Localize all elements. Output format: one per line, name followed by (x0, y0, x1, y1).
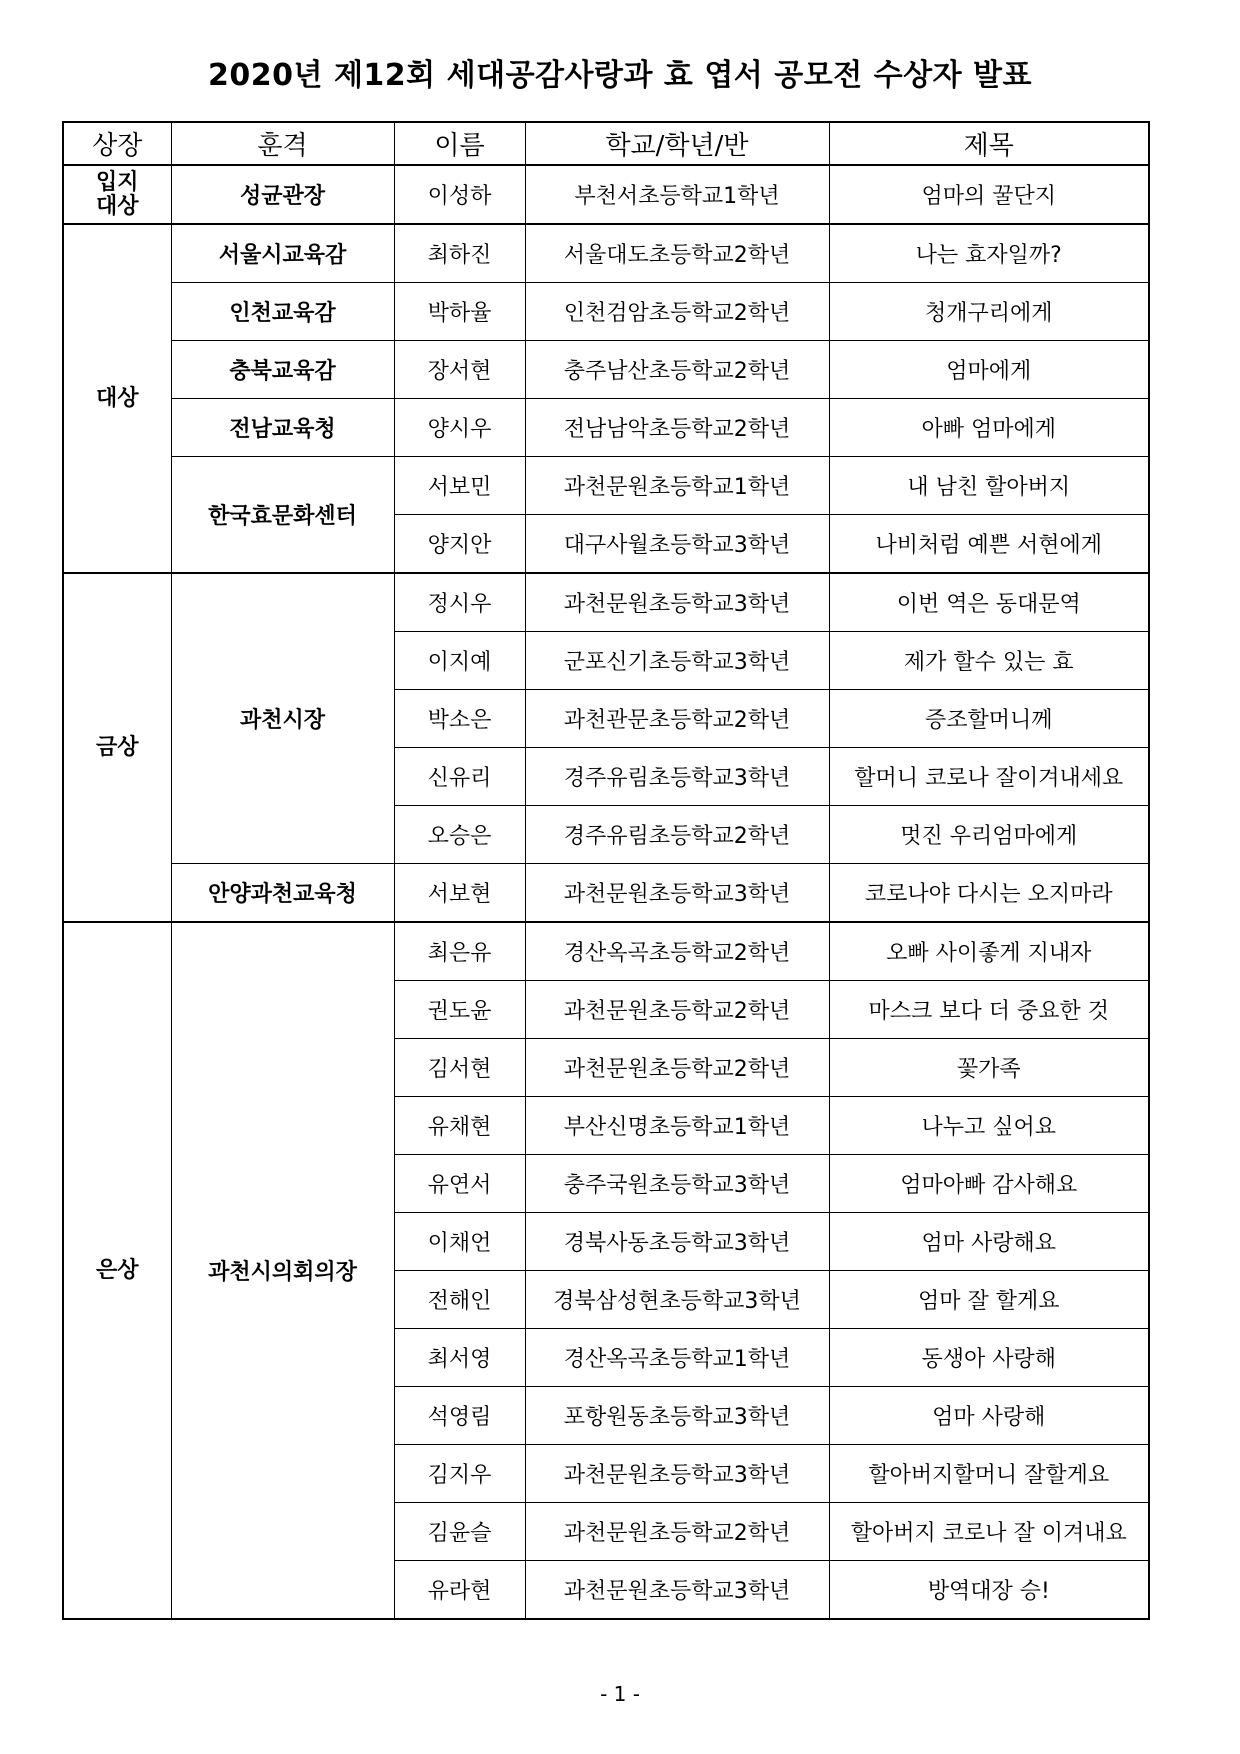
name-cell: 최서영 (394, 1329, 525, 1387)
school-cell: 인천검암초등학교2학년 (525, 283, 829, 341)
header-work-title: 제목 (829, 122, 1149, 165)
header-award-rank: 훈격 (171, 122, 394, 165)
name-cell: 이채언 (394, 1213, 525, 1271)
name-cell: 양지안 (394, 515, 525, 574)
table-row (63, 224, 1149, 283)
school-cell: 포항원동초등학교3학년 (525, 1387, 829, 1445)
work-title-cell: 할머니 코로나 잘이겨내세요 (829, 748, 1149, 806)
table-row (63, 341, 1149, 399)
name-cell: 이성하 (394, 165, 525, 224)
school-cell: 충주남산초등학교2학년 (525, 341, 829, 399)
table-row (63, 922, 1149, 981)
work-title-cell: 동생아 사랑해 (829, 1329, 1149, 1387)
work-title-cell: 아빠 엄마에게 (829, 399, 1149, 457)
work-title-cell: 할아버지할머니 잘할게요 (829, 1445, 1149, 1503)
name-cell: 유연서 (394, 1155, 525, 1213)
name-cell: 서보민 (394, 457, 525, 515)
table-row (63, 165, 1149, 224)
school-cell: 과천문원초등학교3학년 (525, 864, 829, 923)
header-school: 학교/학년/반 (525, 122, 829, 165)
award-rank-cell: 성균관장 (171, 165, 394, 224)
school-cell: 군포신기초등학교3학년 (525, 632, 829, 690)
work-title-cell: 마스크 보다 더 중요한 것 (829, 981, 1149, 1039)
work-title-cell: 엄마의 꿀단지 (829, 165, 1149, 224)
work-title-cell: 이번 역은 동대문역 (829, 573, 1149, 632)
table-row (63, 864, 1149, 923)
work-title-cell: 꽃가족 (829, 1039, 1149, 1097)
name-cell: 김윤슬 (394, 1503, 525, 1561)
award-rank-cell: 안양과천교육청 (171, 864, 394, 923)
work-title-cell: 엄마 잘 할게요 (829, 1271, 1149, 1329)
awards-body (63, 165, 1149, 1619)
page-number: - 1 - (600, 1682, 640, 1706)
name-cell: 유채현 (394, 1097, 525, 1155)
school-cell: 충주국원초등학교3학년 (525, 1155, 829, 1213)
header-row (63, 122, 1149, 165)
name-cell: 이지예 (394, 632, 525, 690)
grade-cell: 입지 대상 (63, 165, 171, 224)
work-title-cell: 제가 할수 있는 효 (829, 632, 1149, 690)
name-cell: 정시우 (394, 573, 525, 632)
school-cell: 서울대도초등학교2학년 (525, 224, 829, 283)
school-cell: 과천문원초등학교2학년 (525, 981, 829, 1039)
name-cell: 오승은 (394, 806, 525, 864)
work-title-cell: 코로나야 다시는 오지마라 (829, 864, 1149, 923)
name-cell: 최하진 (394, 224, 525, 283)
header-name: 이름 (394, 122, 525, 165)
school-cell: 과천문원초등학교3학년 (525, 1445, 829, 1503)
table-row (63, 283, 1149, 341)
award-rank-cell: 한국효문화센터 (171, 457, 394, 574)
work-title-cell: 엄마 사랑해 (829, 1387, 1149, 1445)
award-rank-cell: 인천교육감 (171, 283, 394, 341)
awards-table (62, 121, 1150, 1620)
work-title-cell: 나는 효자일까? (829, 224, 1149, 283)
school-cell: 과천문원초등학교2학년 (525, 1039, 829, 1097)
work-title-cell: 청개구리에게 (829, 283, 1149, 341)
school-cell: 경북사동초등학교3학년 (525, 1213, 829, 1271)
name-cell: 권도윤 (394, 981, 525, 1039)
header-grade: 상장 (63, 122, 171, 165)
grade-cell: 대상 (63, 224, 171, 573)
work-title-cell: 할아버지 코로나 잘 이겨내요 (829, 1503, 1149, 1561)
school-cell: 대구사월초등학교3학년 (525, 515, 829, 574)
award-rank-cell: 과천시장 (171, 573, 394, 864)
school-cell: 과천문원초등학교2학년 (525, 1503, 829, 1561)
work-title-cell: 나비처럼 예쁜 서현에게 (829, 515, 1149, 574)
name-cell: 장서현 (394, 341, 525, 399)
grade-cell: 은상 (63, 922, 171, 1619)
school-cell: 과천문원초등학교3학년 (525, 1561, 829, 1620)
school-cell: 경주유림초등학교3학년 (525, 748, 829, 806)
school-cell: 과천문원초등학교3학년 (525, 573, 829, 632)
name-cell: 전해인 (394, 1271, 525, 1329)
name-cell: 서보현 (394, 864, 525, 923)
award-rank-cell: 충북교육감 (171, 341, 394, 399)
name-cell: 신유리 (394, 748, 525, 806)
name-cell: 김지우 (394, 1445, 525, 1503)
table-row (63, 573, 1149, 632)
table-row (63, 457, 1149, 515)
work-title-cell: 증조할머니께 (829, 690, 1149, 748)
name-cell: 유라현 (394, 1561, 525, 1620)
award-rank-cell: 서울시교육감 (171, 224, 394, 283)
award-rank-cell: 전남교육청 (171, 399, 394, 457)
name-cell: 박하율 (394, 283, 525, 341)
work-title-cell: 오빠 사이좋게 지내자 (829, 922, 1149, 981)
work-title-cell: 내 남친 할아버지 (829, 457, 1149, 515)
school-cell: 경북삼성현초등학교3학년 (525, 1271, 829, 1329)
page-title: 2020년 제12회 세대공감사랑과 효 엽서 공모전 수상자 발표 (208, 58, 1032, 93)
school-cell: 경산옥곡초등학교2학년 (525, 922, 829, 981)
name-cell: 박소은 (394, 690, 525, 748)
award-rank-cell: 과천시의회의장 (171, 922, 394, 1619)
school-cell: 과천관문초등학교2학년 (525, 690, 829, 748)
school-cell: 경주유림초등학교2학년 (525, 806, 829, 864)
table-row (63, 399, 1149, 457)
work-title-cell: 나누고 싶어요 (829, 1097, 1149, 1155)
grade-cell: 금상 (63, 573, 171, 922)
work-title-cell: 엄마아빠 감사해요 (829, 1155, 1149, 1213)
work-title-cell: 엄마 사랑해요 (829, 1213, 1149, 1271)
school-cell: 부산신명초등학교1학년 (525, 1097, 829, 1155)
school-cell: 부천서초등학교1학년 (525, 165, 829, 224)
school-cell: 경산옥곡초등학교1학년 (525, 1329, 829, 1387)
work-title-cell: 엄마에게 (829, 341, 1149, 399)
name-cell: 양시우 (394, 399, 525, 457)
work-title-cell: 방역대장 승! (829, 1561, 1149, 1620)
name-cell: 석영림 (394, 1387, 525, 1445)
school-cell: 전남남악초등학교2학년 (525, 399, 829, 457)
name-cell: 김서현 (394, 1039, 525, 1097)
name-cell: 최은유 (394, 922, 525, 981)
work-title-cell: 멋진 우리엄마에게 (829, 806, 1149, 864)
school-cell: 과천문원초등학교1학년 (525, 457, 829, 515)
